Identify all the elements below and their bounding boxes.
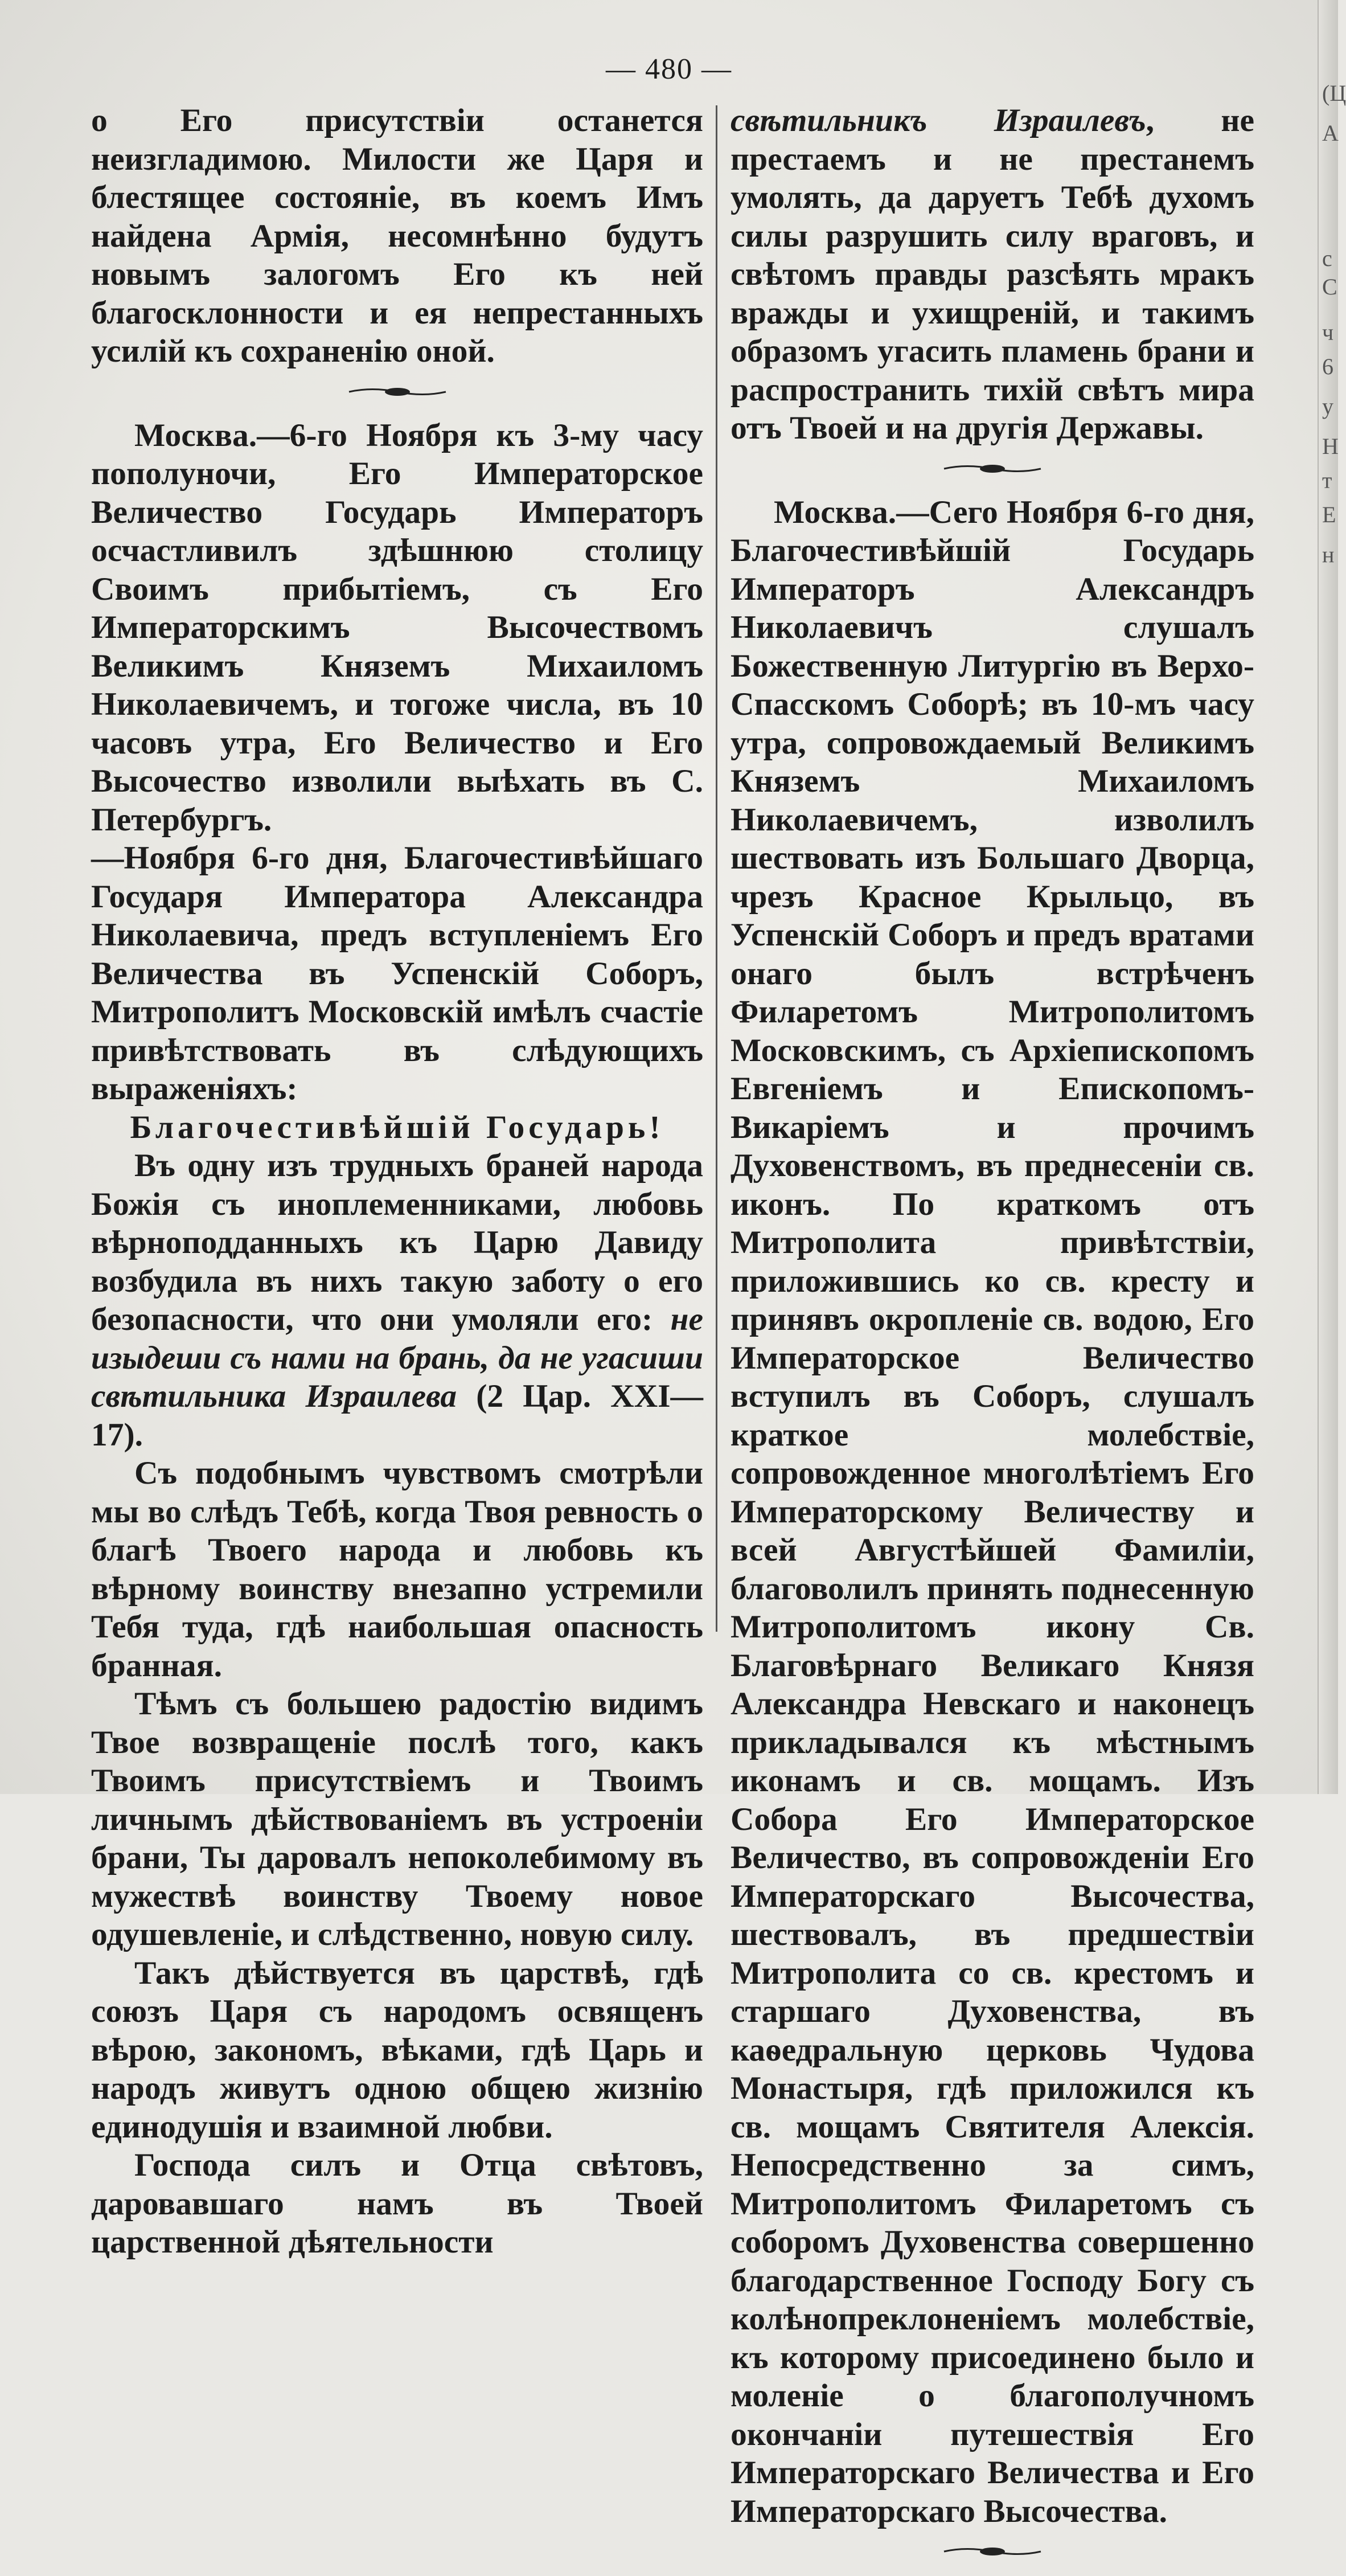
left-paragraph-kingdom: Такъ дѣйствуется въ царствѣ, гдѣ союзъ Царя съ народомъ освященъ вѣрою, закономъ, вѣками, гдѣ Царь и народъ живутъ одною общею жизнію единодушія и взаимной любви.	[91, 1955, 703, 2145]
left-paragraph-david	[91, 1146, 703, 1454]
edge-glyph: т	[1322, 468, 1332, 493]
edge-glyph: А	[1322, 120, 1339, 146]
column-divider	[716, 105, 717, 1632]
ornament-divider-icon	[346, 383, 449, 400]
left-paragraph-moscow: Москва.—6-го Ноября къ 3-му часу пополуночи, Его Императорское Величество Государь Императоръ осчастливилъ здѣшнюю столицу Своимъ прибытіемъ, съ Его Императорскимъ Высочествомъ Великимъ Княземъ Михаиломъ Николаевичемъ, и тогоже числа, въ 10 часовъ утра, Его Величество и Его Высочество изволили выѣхать въ С. Петербургъ.	[91, 417, 703, 838]
edge-glyph: Н	[1322, 433, 1339, 459]
edge-glyph: ч	[1322, 320, 1334, 345]
left-paragraph-return: Тѣмъ съ большею радостію видимъ Твое возвращеніе послѣ того, какъ Твоимъ присутствіемъ и Твоимъ личнымъ дѣйствованіемъ въ устроеніи брани, Ты даровалъ непоколебимому въ мужествѣ воинству Твоему новое одушевленіе, и слѣдственно, новую силу.	[91, 1686, 703, 1952]
right-column	[731, 101, 1254, 2576]
citation: (2 Цар. XXI—17).	[91, 1378, 703, 1453]
text-run: , не престаемъ и не престанемъ умолять, да даруетъ Тебѣ духомъ силы разрушить силу враговъ, и свѣтомъ правды разсѣять мракъ вражды и ухищреній, и такимъ образомъ угасить пламень брани и распространить тихій свѣтъ мира отъ Твоей и на другія Державы.	[731, 103, 1254, 446]
left-paragraph-november: —Ноября 6-го дня, Благочестивѣйшаго Государя Императора Александра Николаевича, предъ вступленіемъ Его Величества въ Успенскій Соборъ, Митрополитъ Московскій имѣлъ счастіе привѣтствовать въ слѣдующихъ выраженіяхъ:	[91, 840, 703, 1107]
quote-italic: свѣтильникъ Израилевъ	[731, 103, 1146, 138]
left-column	[91, 101, 703, 2262]
ornament-divider-icon	[941, 2543, 1044, 2560]
quote-italic: не изыдеши съ нами на брань, да не угасиши свѣтильника Израилева	[91, 1301, 703, 1414]
edge-glyph: н	[1322, 542, 1335, 567]
left-paragraph-feeling: Съ подобнымъ чувствомъ смотрѣли мы во слѣдъ Тебѣ, когда Твоя ревность о благѣ Твоего народа и любовь къ вѣрному воинству внезапно устремили Тебя туда, гдѣ наибольшая опасность бранная.	[91, 1455, 703, 1684]
edge-glyph: (Ц	[1322, 80, 1346, 106]
edge-glyph: у	[1322, 394, 1333, 419]
edge-glyph: С	[1322, 274, 1337, 300]
right-paragraph-1	[731, 101, 1254, 448]
adjacent-page-edge	[1318, 0, 1346, 1794]
left-paragraph-lord: Господа силъ и Отца свѣтовъ, даровавшаго намъ въ Твоей царственной дѣятельности	[91, 2147, 703, 2260]
address-heading: Благочестивѣйшій Государь!	[130, 1109, 664, 1145]
text-run: Въ одну изъ трудныхъ браней народа Божія съ иноплеменниками, любовь вѣрноподданныхъ къ Царю Давиду возбудила въ нихъ такую заботу о его безопасности, что они умоляли его:	[91, 1148, 703, 1337]
edge-glyph: с	[1322, 245, 1332, 271]
left-paragraph-1: о Его присутствіи останется неизгладимою. Милости же Царя и блестящее состояніе, въ коемъ Имъ найдена Армія, несомнѣнно будутъ новымъ залогомъ Его къ ней благосклонности и ея непрестанныхъ усилій къ сохраненію оной.	[91, 103, 703, 369]
edge-glyph: 6	[1322, 354, 1333, 379]
ornament-divider-icon	[941, 460, 1044, 477]
edge-glyph: Е	[1322, 502, 1336, 527]
page-number: — 480 —	[606, 53, 732, 85]
right-paragraph-moscow: Москва.—Сего Ноября 6-го дня, Благочестивѣйшій Государь Императоръ Александръ Николаевичъ слушалъ Божественную Литургію въ Верхо-Спасскомъ Соборѣ; въ 10-мъ часу утра, сопровождаемый Великимъ Княземъ Михаиломъ Николаевичемъ, изволилъ шествовать изъ Большаго Дворца, чрезъ Красное Крыльцо, въ Успенскій Соборъ и предъ вратами онаго былъ встрѣченъ Филаретомъ Митрополитомъ Московскимъ, съ Архіепископомъ Евгеніемъ и Епископомъ-Викаріемъ и прочимъ Духовенствомъ, въ преднесеніи св. иконъ. По краткомъ отъ Митрополита привѣтствіи, приложившись ко св. кресту и принявъ окропленіе св. водою, Его Императорское Величество вступилъ въ Соборъ, слушалъ краткое молебствіе, сопровожденное многолѣтіемъ Его Императорскому Величеству и всей Августѣйшей Фамиліи, благоволилъ принять поднесенную Митрополитомъ икону Св. Благовѣрнаго Великаго Князя Александра Невскаго и наконецъ прикладывался къ мѣстнымъ иконамъ и св. мощамъ. Изъ Собора Его Императорское Величество, въ сопровожденіи Его Императорскаго Высочества, шествовалъ, въ предшествіи Митрополита со св. крестомъ и старшаго Духовенства, въ каѳедральную церковь Чудова Монастыря, гдѣ приложился къ св. мощамъ Святителя Алексія. Непосредственно за симъ, Митрополитомъ Филаретомъ съ соборомъ Духовенства совершенно благодарственное Господу Богу съ колѣнопреклоненіемъ молебствіе, къ которому присоединено было и моленіе о благополучномъ окончаніи путешествія Его Императорскаго Величества и Его Императорскаго Высочества.	[731, 494, 1254, 2529]
